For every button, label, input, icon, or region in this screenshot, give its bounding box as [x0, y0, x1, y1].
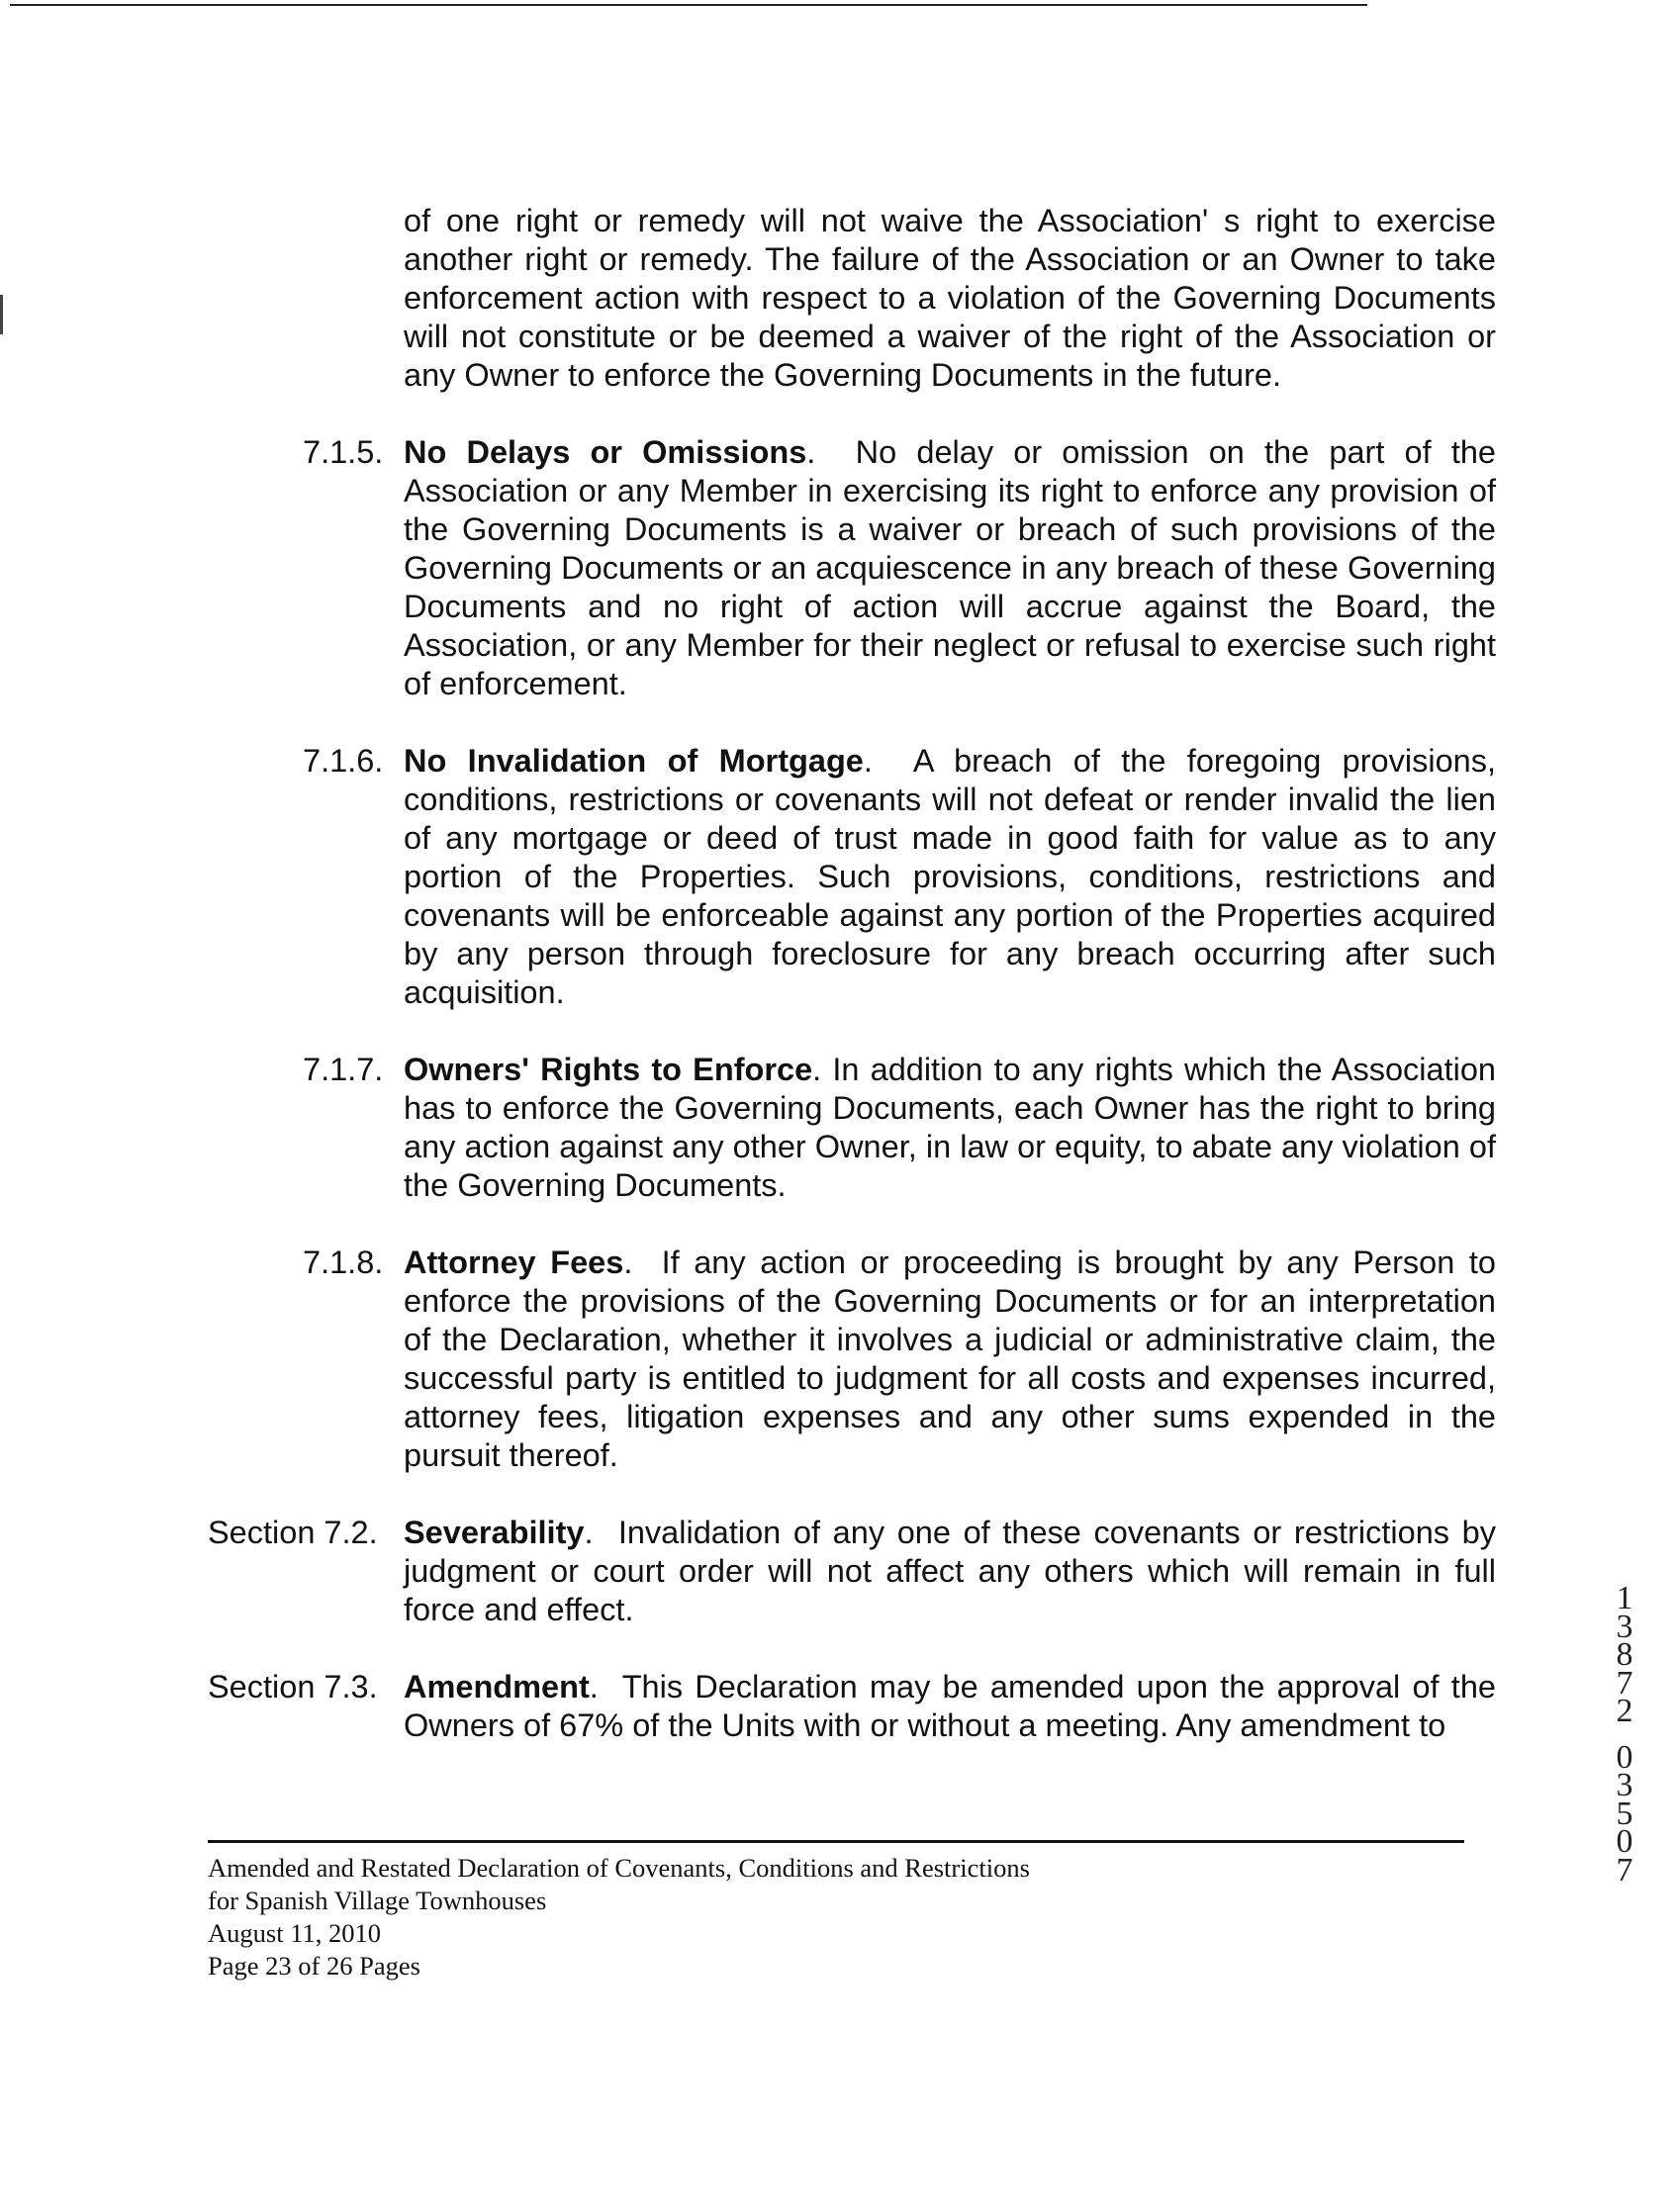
section-title: Amendment	[404, 1669, 590, 1705]
subsection-body: No Invalidation of Mortgage. A breach of the foregoing provisions, conditions, restrictions or covenants will not defeat or render invalid the lien of any mortgage or deed of trust made in good faith for value as to any portion of the Properties. Such provisions, conditions, restrictions and covenants will be enforceable against any portion of the Properties acquired by any person through foreclosure for any breach occurring after such acquisition.	[404, 743, 1497, 1010]
section-number: Section 7.3.	[208, 1669, 378, 1705]
footer-document-title: Amended and Restated Declaration of Covenants, Conditions and Restrictions	[208, 1853, 1030, 1883]
subsection-text: If any action or proceeding is brought by any Person to enforce the provisions of the Governing Documents or for an interpretation of the Declaration, whether it involves a judicial or administrative claim, the successful party is entitled to judgment for all costs and expenses incurred, attorney fees, litigation expenses and any other sums expended in the pursuit thereof.	[404, 1244, 1497, 1473]
recording-digit: 1	[1616, 1580, 1633, 1616]
subsection-text: A breach of the foregoing provisions, conditions, restrictions or covenants will not defeat or render invalid the lien of any mortgage or deed of trust made in good faith for value as to any portion of the Properties. Such provisions, conditions, restrictions and covenants will be enforceable against any portion of the Properties acquired by any person through foreclosure for any breach occurring after such acquisition.	[404, 743, 1497, 1010]
subsection-title: No Delays or Omissions	[404, 434, 807, 470]
subsection-body: No Delays or Omissions. No delay or omission on the part of the Association or any Member in exercising its right to enforce any provision of the Governing Documents is a waiver or breach of such provisions of the Governing Documents or an acquiescence in any breach of these Governing Documents and no right of action will accrue against the Board, the Association, or any Member for their neglect or refusal to exercise such right of enforcement.	[404, 434, 1496, 701]
section-text: This Declaration may be amended upon the approval of the Owners of 67% of the Units with or without a meeting. Any amendment to	[404, 1669, 1496, 1743]
recording-digit: 3	[1616, 1767, 1633, 1803]
recording-number-vertical	[1611, 1580, 1638, 1889]
page-footer	[208, 1852, 1395, 1982]
section-number: Section 7.2.	[208, 1515, 378, 1550]
subsection-title: Attorney Fees	[404, 1244, 624, 1280]
scan-edge-mark	[0, 295, 3, 334]
recording-number-second	[1611, 1738, 1638, 1889]
subsection-number: 7.1.7.	[303, 1052, 384, 1087]
recording-digit: 0	[1616, 1823, 1633, 1860]
scan-edge-line	[10, 4, 1367, 6]
section-body: Severability. Invalidation of any one of these covenants or restrictions by judgment or court order will not affect any others which will remain in full force and effect.	[404, 1515, 1497, 1627]
recording-digit: 3	[1616, 1608, 1633, 1645]
subsection-title: Owners' Rights to Enforce	[404, 1052, 813, 1087]
subsection-number: 7.1.5.	[303, 434, 384, 470]
subsection-body: Owners' Rights to Enforce. In addition to any rights which the Association has to enforce the Governing Documents, each Owner has the right to bring any action against any other Owner, in law or equity, to abate any violation of the Governing Documents.	[404, 1052, 1497, 1203]
recording-digit: 7	[1616, 1664, 1633, 1702]
section-text: Invalidation of any one of these covenants or restrictions by judgment or court order will not affect any others which will remain in full force and effect.	[404, 1515, 1497, 1627]
subsection-number: 7.1.8.	[303, 1244, 384, 1280]
subsection-number: 7.1.6.	[303, 743, 384, 779]
section-title: Severability	[404, 1515, 585, 1550]
recording-digit: 2	[1616, 1693, 1633, 1729]
recording-number-first	[1611, 1580, 1638, 1729]
recording-digit: 7	[1616, 1851, 1633, 1889]
subsection-text: In addition to any rights which the Association has to enforce the Governing Documents, each Owner has the right to bring any action against any other Owner, in law or equity, to abate any violation of the Governing Documents.	[404, 1052, 1497, 1203]
recording-digit: 8	[1616, 1636, 1633, 1673]
footer-page-number: Page 23 of 26 Pages	[208, 1951, 420, 1981]
footer-rule	[208, 1840, 1464, 1843]
subsection-title: No Invalidation of Mortgage	[404, 743, 864, 779]
section-body: Amendment. This Declaration may be amended upon the approval of the Owners of 67% of the Units with or without a meeting. Any amendment to	[404, 1669, 1496, 1743]
footer-project-name: for Spanish Village Townhouses	[208, 1886, 547, 1915]
continued-paragraph: of one right or remedy will not waive the Association' s right to exercise another right or remedy. The failure of the Association or an Owner to take enforcement action with respect to a violation of the Governing Documents will not constitute or be deemed a waiver of the right of the Association or any Owner to enforce the Governing Documents in the future.	[404, 203, 1496, 393]
subsection-body: Attorney Fees. If any action or proceeding is brought by any Person to enforce the provisions of the Governing Documents or for an interpretation of the Declaration, whether it involves a judicial or administrative claim, the successful party is entitled to judgment for all costs and expenses incurred, attorney fees, litigation expenses and any other sums expended in the pursuit thereof.	[404, 1244, 1497, 1473]
recording-digit: 0	[1616, 1738, 1633, 1776]
recording-digit: 5	[1616, 1795, 1633, 1832]
subsection-text: No delay or omission on the part of the Association or any Member in exercising its right to enforce any provision of the Governing Documents is a waiver or breach of such provisions of the Governing Documents or an acquiescence in any breach of these Governing Documents and no right of action will accrue against the Board, the Association, or any Member for their neglect or refusal to exercise such right of enforcement.	[404, 434, 1496, 701]
footer-date: August 11, 2010	[208, 1918, 381, 1948]
